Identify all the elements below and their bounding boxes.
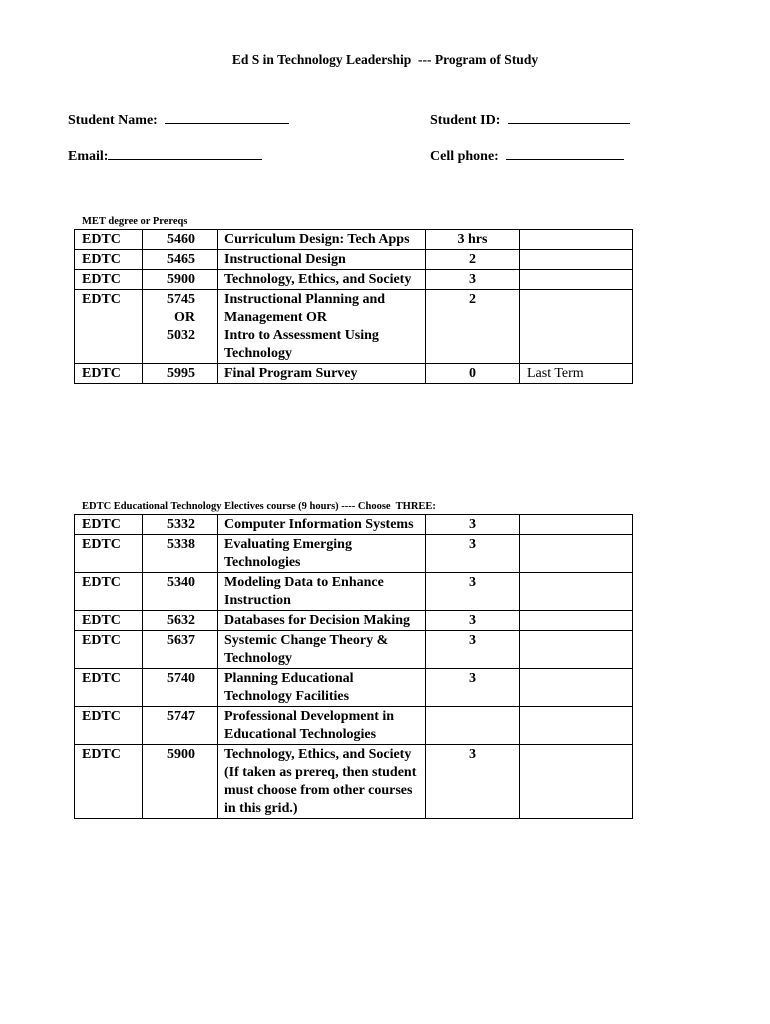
course-hours: 3 hrs <box>426 230 520 250</box>
course-dept: EDTC <box>75 270 143 290</box>
course-number <box>143 745 218 819</box>
student-name-blank[interactable] <box>165 109 289 124</box>
course-dept: EDTC <box>75 515 143 535</box>
course-row <box>75 707 633 745</box>
course-number <box>143 573 218 611</box>
course-number-text: 5900 <box>167 747 195 762</box>
email-blank[interactable] <box>108 145 262 160</box>
course-note: Last Term <box>520 364 633 384</box>
course-name <box>218 364 426 384</box>
table1-caption: MET degree or Prereqs <box>82 216 188 227</box>
course-name-text: Evaluating Emerging Technologies <box>224 537 352 570</box>
course-row <box>75 270 633 290</box>
course-name <box>218 669 426 707</box>
course-row <box>75 515 633 535</box>
email-field[interactable] <box>68 145 262 165</box>
course-name <box>218 250 426 270</box>
course-row <box>75 669 633 707</box>
course-name-text: Computer Information Systems <box>224 517 414 532</box>
course-dept: EDTC <box>75 707 143 745</box>
course-dept: EDTC <box>75 573 143 611</box>
course-name <box>218 631 426 669</box>
course-name-text: Professional Development in Educational Technologies <box>224 709 395 742</box>
course-hours: 2 <box>426 250 520 270</box>
course-number-text: 5465 <box>167 252 195 267</box>
course-row <box>75 290 633 364</box>
course-number-text: 5900 <box>167 272 195 287</box>
course-number-text: 5460 <box>167 232 195 247</box>
course-number-text: 5338 <box>167 537 195 552</box>
course-number-text: OR <box>174 310 195 325</box>
course-number <box>143 611 218 631</box>
email-label: Email: <box>68 149 109 164</box>
course-name-text: Curriculum Design: Tech Apps <box>224 232 410 247</box>
prereq-course-table <box>74 229 633 384</box>
cell-phone-blank[interactable] <box>506 145 624 160</box>
course-dept: EDTC <box>75 230 143 250</box>
course-dept: EDTC <box>75 669 143 707</box>
course-number <box>143 535 218 573</box>
course-row <box>75 611 633 631</box>
table2-caption: EDTC Educational Technology Electives course (9 hours) ---- Choose THREE: <box>82 501 436 512</box>
course-note <box>520 707 633 745</box>
course-dept: EDTC <box>75 535 143 573</box>
course-number-text: 5632 <box>167 613 195 628</box>
course-name-text: Final Program Survey <box>224 366 358 381</box>
student-id-label: Student ID: <box>430 113 501 128</box>
course-number-text: 5995 <box>167 366 195 381</box>
student-id-blank[interactable] <box>508 109 630 124</box>
course-name-text: Intro to Assessment Using Technology <box>224 328 379 361</box>
course-number <box>143 230 218 250</box>
course-row <box>75 535 633 573</box>
student-id-field[interactable] <box>430 109 630 129</box>
course-hours: 3 <box>426 270 520 290</box>
course-number-text: 5637 <box>167 633 195 648</box>
course-hours: 3 <box>426 631 520 669</box>
course-name-text: Technology, Ethics, and Society (If taken as prereq, then student must choose from other courses in this grid.) <box>224 747 417 816</box>
course-note <box>520 250 633 270</box>
course-number <box>143 250 218 270</box>
course-row <box>75 631 633 669</box>
course-hours: 2 <box>426 290 520 364</box>
course-dept: EDTC <box>75 290 143 364</box>
course-hours <box>426 707 520 745</box>
course-name-text: Instructional Design <box>224 252 346 267</box>
course-name <box>218 515 426 535</box>
course-name <box>218 535 426 573</box>
course-note <box>520 745 633 819</box>
course-hours: 3 <box>426 573 520 611</box>
course-number-text: 5032 <box>167 328 195 343</box>
course-dept: EDTC <box>75 250 143 270</box>
course-name-text: Modeling Data to Enhance Instruction <box>224 575 384 608</box>
course-row <box>75 250 633 270</box>
course-name <box>218 270 426 290</box>
course-note <box>520 535 633 573</box>
cell-phone-label: Cell phone: <box>430 149 499 164</box>
course-dept: EDTC <box>75 611 143 631</box>
course-row <box>75 364 633 384</box>
course-number <box>143 669 218 707</box>
course-hours: 3 <box>426 745 520 819</box>
course-name-text: Databases for Decision Making <box>224 613 411 628</box>
course-row <box>75 745 633 819</box>
course-row <box>75 573 633 611</box>
course-number-text: 5340 <box>167 575 195 590</box>
course-number <box>143 290 218 364</box>
course-dept: EDTC <box>75 364 143 384</box>
course-hours: 3 <box>426 535 520 573</box>
course-note <box>520 230 633 250</box>
course-note <box>520 631 633 669</box>
course-note <box>520 669 633 707</box>
course-note <box>520 573 633 611</box>
student-name-field[interactable] <box>68 109 289 129</box>
course-note <box>520 611 633 631</box>
course-number <box>143 707 218 745</box>
cell-phone-field[interactable] <box>430 145 624 165</box>
course-name <box>218 230 426 250</box>
page-title: Ed S in Technology Leadership --- Program of Study <box>231 52 539 67</box>
course-number <box>143 270 218 290</box>
course-note <box>520 290 633 364</box>
student-name-label: Student Name: <box>68 113 158 128</box>
course-dept: EDTC <box>75 745 143 819</box>
course-name-text: Planning Educational Technology Facilities <box>224 671 354 704</box>
course-number-text: 5740 <box>167 671 195 686</box>
course-name-text: Systemic Change Theory & Technology <box>224 633 389 666</box>
course-note <box>520 515 633 535</box>
course-number <box>143 364 218 384</box>
course-row <box>75 230 633 250</box>
course-hours: 3 <box>426 669 520 707</box>
course-name <box>218 290 426 364</box>
course-number <box>143 631 218 669</box>
course-name <box>218 611 426 631</box>
course-number-text: 5332 <box>167 517 195 532</box>
course-number <box>143 515 218 535</box>
course-name-text: Instructional Planning and Management OR <box>224 292 386 325</box>
course-number-text: 5745 <box>167 292 195 307</box>
course-name <box>218 745 426 819</box>
course-hours: 0 <box>426 364 520 384</box>
course-number-text: 5747 <box>167 709 195 724</box>
course-name <box>218 573 426 611</box>
course-note <box>520 270 633 290</box>
electives-course-table <box>74 514 633 819</box>
course-dept: EDTC <box>75 631 143 669</box>
course-hours: 3 <box>426 515 520 535</box>
course-name <box>218 707 426 745</box>
course-hours: 3 <box>426 611 520 631</box>
course-name-text: Technology, Ethics, and Society <box>224 272 412 287</box>
